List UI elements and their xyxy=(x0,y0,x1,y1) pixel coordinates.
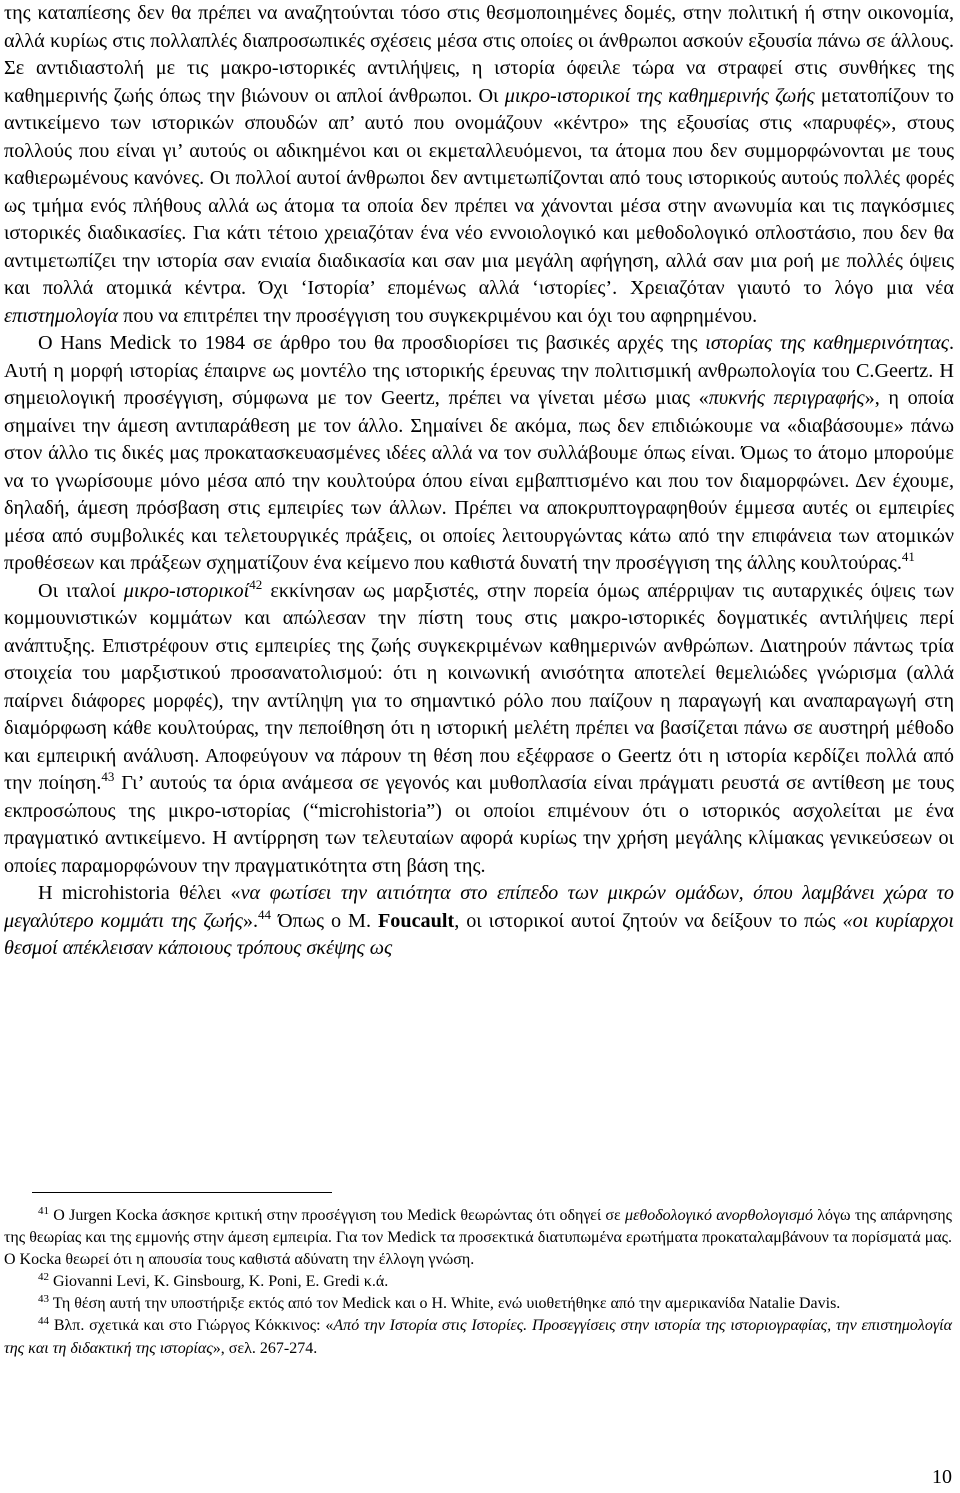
footnote-44 xyxy=(4,1315,952,1359)
footnote-number: 42 xyxy=(38,1271,49,1284)
page-number: 10 xyxy=(932,1466,952,1488)
footnote-separator xyxy=(32,1192,332,1193)
text-run: Γι’ αυτούς τα όρια ανάμεσα σε γεγονός και μυθοπλασία είναι πράγματι ρευστά σε αντίθεση με τους εκπροσώπους της μικρο-ιστορίας (“microhistoria”) οι οποίοι επιμένουν ότι ο ιστορικός ασχολείται με ένα πραγματικό αντικείμενο. Η αντίρρηση των τελευταίων αφορά κυρίως την χρήση μεγάλης κλίμακας γενικεύσεων οι οποίες παραμορφώνουν την πραγματικότητα στη βάση της. xyxy=(4,772,955,877)
italic-run: επιστημολογία xyxy=(4,304,119,327)
text-run: λόγω της απάρνησης της θεωρίας και της εμμονής στην άμεση εμπειρία. Για τον Medick τα προσεκτικά διατυπωμένα ερωτήματα προκαταλαμβάνουν τα πορίσματά μας. Ο Kocka θεωρεί ότι η απουσία τους καθιστά αδύνατη την έλλογη γνώση. xyxy=(4,1207,952,1269)
footnote-43 xyxy=(4,1293,952,1315)
footnote-42 xyxy=(4,1271,952,1293)
footnotes xyxy=(4,1205,952,1360)
text-run: Τη θέση αυτή την υποστήριξε εκτός από τον Medick και ο H. White, ενώ υιοθετήθηκε από την αμερικανίδα Natalie Davis. xyxy=(49,1295,841,1313)
italic-run: να φωτίσει την αιτιότητα στο επίπεδο των μικρών ομάδων, όπου λαμβάνει χώρα το μεγαλύτερο κομμάτι της ζωής xyxy=(4,882,954,932)
paragraph-1 xyxy=(4,0,954,330)
footnote-ref-43[interactable]: 43 xyxy=(101,769,115,784)
text-run: μετατοπίζουν το αντικείμενο των ιστορικών σπουδών απ’ αυτό που ονομάζουν «κέντρο» της εξουσίας στις «παρυφές», στους πολλούς που είναι γι’ αυτούς οι αδικημένοι και οι εκμεταλλευόμενοι, τα άτομα που δεν συμμορφώνονται με τους καθιερωμένους κανόνες. Οι πολλοί αυτοί άνθρωποι δεν αντιμετωπίζονται από τους ιστορικούς αυτούς πολλές φορές ως τμήμα ενός πλήθους αλλά ως άτομα τα οποία δεν πρέπει να χάνονται μέσα στην ανωνυμία και τις παγκόσμιες ιστορικές διαδικασίες. Για κάτι τέτοιο χρειαζόταν ένα νέο εννοιολογικό και μεθοδολογικό οπλοστάσιο, που δεν θα αντιμετωπίζει την ιστορία σαν ενιαία διαδικασία και σαν μια μεγάλη αφήγηση, αλλά σαν μια ροή με πολλές όψεις και πολλά ατομικά κέντρα. Όχι ‘Ιστορία’ επομένως αλλά ‘ιστορίες’. Χρειαζόταν γιαυτό το λόγο μια νέα xyxy=(4,84,954,299)
text-run: », σελ. 267-274. xyxy=(212,1339,318,1357)
italic-run: ιστορίας της καθημερινότητας xyxy=(705,332,949,354)
italic-run: Από την Ιστορία στις Ιστορίες. Προσεγγίσεις στην ιστορία της ιστοριογραφίας, την επιστημολογία της και τη διδακτική της ιστορίας xyxy=(4,1317,952,1357)
italic-run: «οι κυρίαρχοι θεσμοί απέκλεισαν κάποιους τρόπους σκέψης ως xyxy=(4,909,954,959)
footnote-ref-44[interactable]: 44 xyxy=(258,906,271,922)
text-run: . Αυτή η μορφή ιστορίας έπαιρνε ως μοντέλο της ιστορικής έρευνας την πολιτισμική ανθρωπολογία του C.Geertz. Η σημειολογική προσέγγιση, σύμφωνα με τον Geertz, πρέπει να γίνεται μέσω μιας « xyxy=(4,332,954,409)
text-run: Βλπ. σχετικά και στο Γιώργος Κόκκινος: « xyxy=(49,1317,334,1335)
italic-run: μικρο-ιστορικοί xyxy=(123,579,250,602)
paragraph-2 xyxy=(4,330,954,578)
main-text xyxy=(4,0,954,963)
text-run: ». xyxy=(242,909,258,932)
footnote-number: 44 xyxy=(38,1315,49,1328)
text-run: εκκίνησαν ως μαρξιστές, στην πορεία όμως απέρριψαν τις αυταρχικές όψεις των κομμουνιστικών κομμάτων και απώλεσαν την πίστη τους στις μακρο-ιστορικές δογματικές αντιλήψεις περί ανάπτυξης. Επιστρέφουν στις εμπειρίες της ζωής συγκεκριμένων καθημερινών ανθρώπων. Διατηρούν πάντως τρία στοιχεία του μαρξιστικού προσανατολισμού: ότι η κοινωνική ανισότητα αποτελεί θεμελιώδες γνώρισμα (αλλά παίρνει διάφορες μορφές), την αντίληψη για το σημαντικό ρόλο που παίζουν η παραγωγή και αναπαραγωγή στη διαμόρφωση κάθε κουλτούρας, την πεποίθηση ότι η ιστορική μελέτη πρέπει να βασίζεται πάνω σε αυστηρή μέθοδο και εμπειρική ανάλυση. Αποφεύγουν να πάρουν τη θέση που εξέφρασε ο Geertz ότι η ιστορία κερδίζει πολλά από την ποίηση. xyxy=(4,579,954,794)
text-run: », η οποία σημαίνει την άμεση αντιπαράθεση με τον άλλο. Σημαίνει δε ακόμα, πως δεν επιδιώκουμε να «διαβάσουμε» πάνω στον άλλο τις δικές μας προκατασκευασμένες ιδέες αλλά να τον συλλάβουμε όπως είναι. Όμως το άτομο μπορούμε να το γνωρίσουμε μόνο μέσα από την κουλτούρα όπου είναι εμβαπτισμένο και που τον διαμορφώνει. Δεν έχουμε, δηλαδή, άμεση πρόσβαση στις εμπειρίες των άλλων. Πρέπει να αποκρυπτογραφηθούν έμμεσα αυτές οι εμπειρίες μέσα από συμβολικές και τελετουργικές πράξεις, οι οποίες λειτουργώντας κάτω από την επιφάνεια των ατομικών προθέσεων και πράξεων σχηματίζουν ένα κείμενο που καθιστά δυνατή την προσέγγιση της άλλης κουλτούρας. xyxy=(4,387,955,574)
footnote-41 xyxy=(4,1205,952,1271)
text-run: Giovanni Levi, K. Ginsbourg, K. Poni, E. Gredi κ.ά. xyxy=(49,1273,389,1291)
italic-run: μικρο-ιστορικοί της καθημερινής ζωής xyxy=(504,84,815,107)
italic-run: πυκνής περιγραφής xyxy=(708,387,865,409)
text-run: , οι ιστορικοί αυτοί ζητούν να δείξουν το πώς xyxy=(454,909,843,932)
text-run: Ο Hans Medick το 1984 σε άρθρο του θα προσδιορίσει τις βασικές αρχές της xyxy=(38,332,706,354)
paragraph-3 xyxy=(4,578,954,881)
text-run: Η microhistoria θέλει « xyxy=(38,882,241,904)
footnote-ref-42[interactable]: 42 xyxy=(249,576,263,592)
italic-run: μεθοδολογικό ανορθολογισμό xyxy=(625,1207,813,1224)
text-run: της καταπίεσης δεν θα πρέπει να αναζητούνται τόσο στις θεσμοποιημένες δομές, στην πολιτική ή στην οικονομία, αλλά κυρίως στις πολλαπλές διαπροσωπικές σχέσεις μέσα στις οποίες οι άνθρωποι ασκούν εξουσία πάνω σε άλλους. Σε αντιδιαστολή με τις μακρο-ιστορικές αντιλήψεις, η ιστορία όφειλε τώρα να στραφεί στις συνθήκες της καθημερινής ζωής όπως την βιώνουν οι απλοί άνθρωποι. Οι xyxy=(4,2,954,107)
footnote-number: 41 xyxy=(38,1205,49,1217)
footnote-ref-41[interactable]: 41 xyxy=(901,549,915,564)
footnote-number: 43 xyxy=(38,1293,49,1306)
text-run: Οι ιταλοί xyxy=(38,579,124,602)
text-run: Όπως ο Μ. xyxy=(271,909,378,932)
text-run: που να επιτρέπει την προσέγγιση του συγκεκριμένου και όχι του αφηρημένου. xyxy=(118,304,758,327)
text-run: Ο Jurgen Kocka άσκησε κριτική στην προσέγγιση του Medick θεωρώντας ότι οδηγεί σε xyxy=(49,1207,626,1224)
bold-run: Foucault xyxy=(377,909,455,932)
paragraph-4 xyxy=(4,880,954,963)
